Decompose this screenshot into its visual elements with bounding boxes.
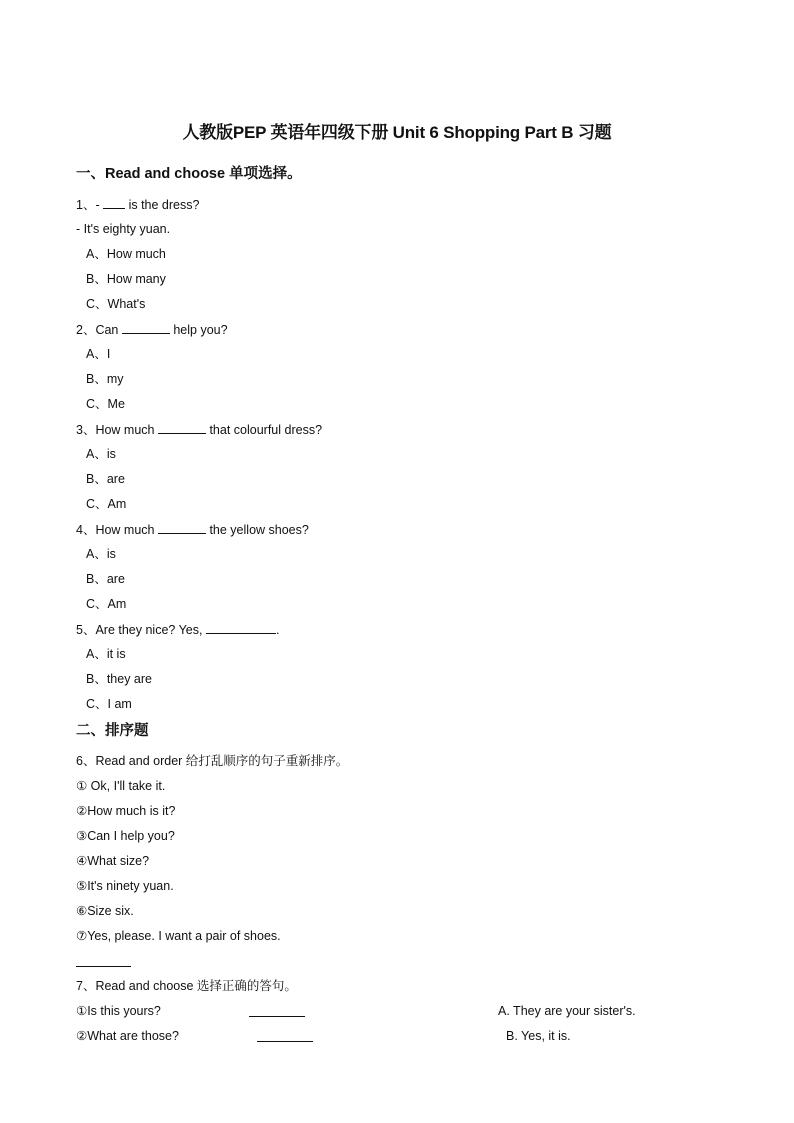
question-3 [76, 421, 322, 438]
match-question-2: ②What are those? [76, 1029, 179, 1043]
question-4 [76, 521, 309, 538]
option-c: C、Am [86, 497, 127, 511]
question-prefix: 2、Can [76, 323, 122, 337]
option-a: A、is [86, 447, 116, 461]
order-item: ⑥Size six. [76, 904, 134, 918]
question-suffix: the yellow shoes? [205, 523, 309, 537]
order-item: ⑦Yes, please. I want a pair of shoes. [76, 929, 281, 943]
question-prefix: 4、How much [76, 523, 158, 537]
order-item: ③Can I help you? [76, 829, 175, 843]
match-question-1: ①Is this yours? [76, 1004, 161, 1018]
order-item: ②How much is it? [76, 804, 176, 818]
question-suffix: is the dress? [125, 198, 200, 212]
answer-blank [158, 521, 206, 534]
match-answer-b: B. Yes, it is. [506, 1029, 571, 1043]
option-b: B、my [86, 372, 124, 386]
match-answer-a: A. They are your sister's. [498, 1004, 636, 1018]
question-prefix: 3、How much [76, 423, 158, 437]
question-suffix: that colourful dress? [205, 423, 323, 437]
question-2 [76, 321, 228, 338]
question-suffix: help you? [169, 323, 228, 337]
option-a: A、How much [86, 247, 166, 261]
question-prefix: - [95, 198, 104, 212]
section-heading-1: 一、Read and choose 单项选择。 [76, 166, 302, 182]
order-item: ① Ok, I'll take it. [76, 779, 166, 793]
question-number: 1、 [76, 198, 96, 212]
question-1 [76, 196, 199, 213]
answer-blank [206, 621, 276, 634]
option-b: B、How many [86, 272, 166, 286]
question-suffix: . [275, 623, 280, 637]
question-5 [76, 621, 279, 638]
question-7-stem: 7、Read and choose 选择正确的答句。 [76, 979, 297, 993]
answer-blank [158, 421, 206, 434]
question-1-line-2: - It's eighty yuan. [76, 222, 171, 236]
section-heading-2: 二、排序题 [76, 723, 149, 739]
option-c: C、Me [86, 397, 125, 411]
option-b: B、are [86, 472, 125, 486]
option-c: C、I am [86, 697, 132, 711]
option-b: B、are [86, 572, 125, 586]
question-prefix: 5、Are they nice? Yes, [76, 623, 206, 637]
answer-blank [103, 196, 125, 209]
option-a: A、is [86, 547, 116, 561]
option-a: A、it is [86, 647, 126, 661]
option-b: B、they are [86, 672, 153, 686]
option-c: C、Am [86, 597, 127, 611]
option-a: A、I [86, 347, 111, 361]
order-item: ⑤It's ninety yuan. [76, 879, 174, 893]
question-6-stem: 6、Read and order 给打乱顺序的句子重新排序。 [76, 754, 349, 768]
match-answer-blank [249, 1016, 305, 1017]
page-title: 人教版PEP 英语年四级下册 Unit 6 Shopping Part B 习题 [182, 123, 612, 142]
answer-blank [122, 321, 170, 334]
option-c: C、What's [86, 297, 146, 311]
match-answer-blank [257, 1041, 313, 1042]
order-answer-blank [76, 966, 131, 967]
order-item: ④What size? [76, 854, 150, 868]
